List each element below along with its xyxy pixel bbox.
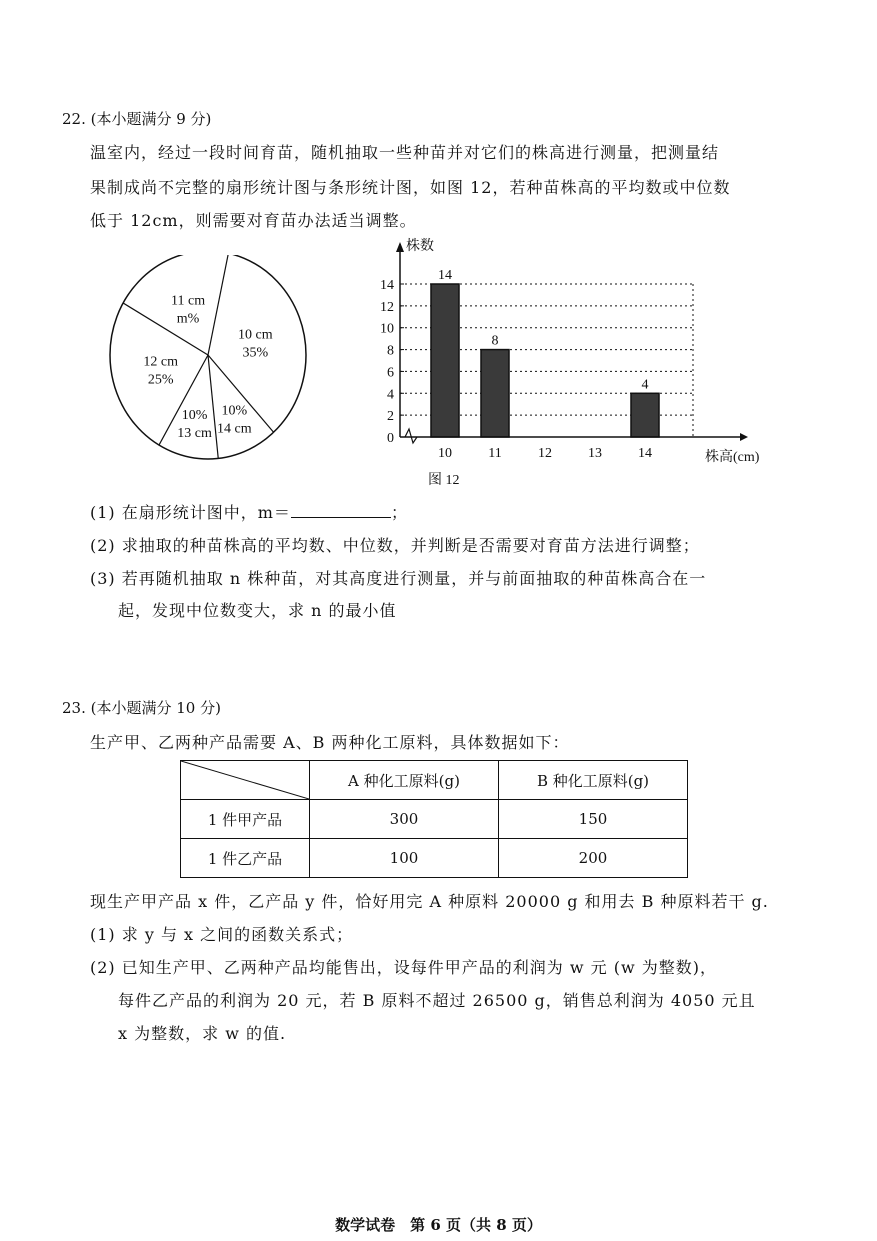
q22-sub3-line1: (3) 若再随机抽取 n 株种苗，对其高度进行测量，并与前面抽取的种苗株高合在一: [90, 569, 707, 588]
q22-sub3-line2: 起，发现中位数变大，求 n 的最小值: [118, 601, 397, 620]
table-cell-a: 100: [310, 839, 499, 878]
y-axis-label: 株数: [406, 239, 434, 254]
q22-sub1: [90, 500, 408, 523]
q23-sub2-line2: 每件乙产品的利润为 20 元，若 B 原料不超过 26500 g，销售总利润为 4050 元且: [118, 991, 756, 1010]
pie-slice-boundary: [208, 255, 228, 355]
table-header-row: [181, 761, 688, 800]
bar-chart: [360, 232, 780, 492]
bar-value-label: 4: [641, 377, 649, 393]
bar: [481, 350, 509, 437]
page-footer: 数学试卷 第 6 页（共 8 页）: [335, 1216, 542, 1234]
pie-slice-label: 10 cm: [238, 327, 273, 343]
table-row: [181, 839, 688, 878]
table-cell-b: 150: [499, 800, 688, 839]
x-axis-label: 株高(cm): [705, 450, 760, 465]
q23-header: 23. (本小题满分 10 分): [62, 699, 221, 717]
pie-slice-boundary: [208, 355, 274, 432]
bar-value-label: 14: [438, 268, 452, 283]
y-tick-label: 12: [380, 299, 394, 315]
table-cell-b: 200: [499, 839, 688, 878]
pie-slice-pct: m%: [176, 311, 200, 327]
x-tick-label: 10: [438, 446, 452, 461]
axis-break: [405, 429, 417, 443]
q22-line-2: 果制成尚不完整的扇形统计图与条形统计图，如图 12，若种苗株高的平均数或中位数: [90, 178, 731, 197]
bar-value-label: 8: [491, 333, 499, 349]
q23-sub2-line1: (2) 已知生产甲、乙两种产品均能售出，设每件甲产品的利润为 w 元 (w 为整数)，: [90, 958, 717, 977]
q23-intro: 生产甲、乙两种产品需要 A、B 两种化工原料，具体数据如下：: [90, 733, 570, 752]
table-cell-name: 1 件甲产品: [181, 800, 310, 839]
pie-slice-pct: 25%: [147, 372, 174, 388]
pie-slice-label: 10%: [221, 403, 248, 419]
y-tick-label: 0: [387, 431, 394, 446]
x-axis-arrow: [740, 433, 748, 441]
bar: [431, 284, 459, 437]
x-tick-label: 13: [588, 446, 602, 461]
y-tick-label: 6: [387, 365, 394, 381]
figure-caption: 图 12: [428, 473, 460, 488]
table-header-a: A 种化工原料(g): [310, 761, 499, 800]
pie-slice-pct: 13 cm: [177, 426, 212, 442]
q22-line-3: 低于 12cm，则需要对育苗办法适当调整。: [90, 211, 417, 230]
y-tick-label: 14: [380, 278, 394, 293]
pie-chart: [100, 255, 330, 470]
x-tick-label: 12: [538, 446, 552, 461]
q23-condition: 现生产甲产品 x 件，乙产品 y 件，恰好用完 A 种原料 20000 g 和用去 B 种原料若干 g.: [90, 892, 769, 911]
q22-sub2: (2) 求抽取的种苗株高的平均数、中位数，并判断是否需要对育苗方法进行调整；: [90, 536, 700, 555]
q23-sub1: (1) 求 y 与 x 之间的函数关系式；: [90, 925, 354, 944]
pie-slice-label: 10%: [181, 408, 208, 424]
q22-header: 22. (本小题满分 9 分): [62, 110, 212, 128]
y-axis-arrow: [396, 242, 404, 252]
table-header-b: B 种化工原料(g): [499, 761, 688, 800]
bar: [631, 393, 659, 437]
table-cell-a: 300: [310, 800, 499, 839]
x-tick-label: 11: [488, 446, 502, 461]
diagonal-line: [181, 761, 309, 799]
q23-sub2-line3: x 为整数，求 w 的值.: [118, 1024, 287, 1043]
pie-slice-pct: 14 cm: [217, 421, 252, 437]
table-cell-name: 1 件乙产品: [181, 839, 310, 878]
x-tick-label: 14: [638, 446, 652, 461]
answer-blank[interactable]: [291, 503, 391, 518]
materials-table: [180, 760, 688, 878]
table-row: [181, 800, 688, 839]
table-corner-cell: [181, 761, 310, 800]
pie-slice-boundary: [208, 355, 218, 458]
pie-slice-pct: 35%: [242, 345, 269, 361]
pie-slice-label: 11 cm: [171, 293, 206, 309]
y-tick-label: 4: [387, 387, 394, 403]
y-tick-label: 8: [387, 343, 394, 359]
pie-slice-label: 12 cm: [143, 354, 178, 370]
q22-sub1-prefix: (1) 在扇形统计图中，m＝: [90, 503, 291, 522]
y-tick-label: 10: [380, 321, 394, 337]
q22-line-1: 温室内，经过一段时间育苗，随机抽取一些种苗并对它们的株高进行测量，把测量结: [90, 143, 720, 162]
q22-sub1-suffix: ；: [390, 503, 408, 522]
y-tick-label: 2: [387, 409, 394, 425]
